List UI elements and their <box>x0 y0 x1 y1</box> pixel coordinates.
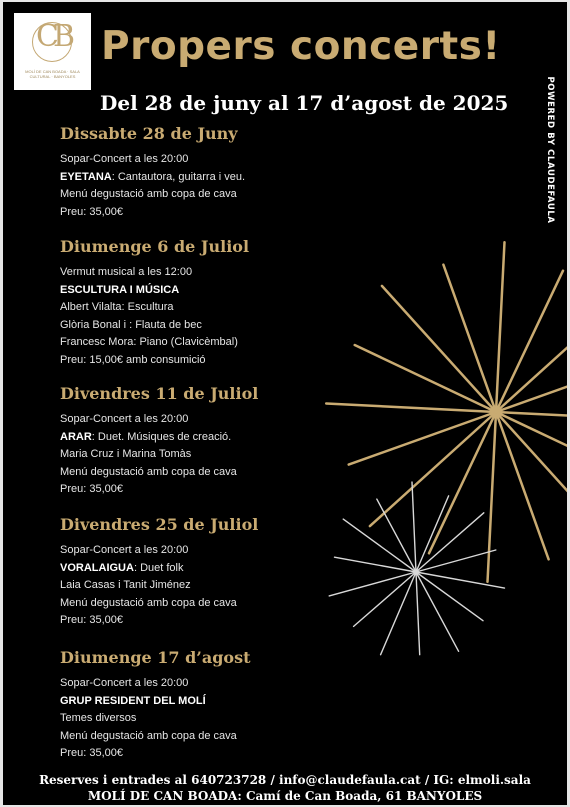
reservation-info: Reserves i entrades al 640723728 / info@claudefaula.cat / IG: elmoli.sala <box>39 773 531 787</box>
event-detail-text: : Duet folk <box>133 561 184 574</box>
event-performer: GRUP RESIDENT DEL MOLÍ <box>60 694 206 707</box>
event-detail-line <box>60 284 179 296</box>
event-heading: Diumenge 6 de Juliol <box>60 237 250 256</box>
event-performer: ARAR <box>60 430 92 443</box>
event-detail-line <box>60 336 238 348</box>
event-detail-text: Preu: 35,00€ <box>60 205 123 218</box>
event-detail-line <box>60 301 174 313</box>
event-detail-text: Francesc Mora: Piano (Clavicèmbal) <box>60 336 238 349</box>
firework-ray <box>416 572 420 655</box>
event-detail-line <box>60 730 237 742</box>
firework-ray <box>416 572 483 621</box>
event-detail-line <box>60 747 123 759</box>
event-detail-text: Preu: 35,00€ <box>60 483 123 496</box>
event-detail-text: Sopar-Concert a les 20:00 <box>60 677 189 689</box>
event-detail-text: Maria Cruz i Marina Tomàs <box>60 448 192 461</box>
event-detail-line <box>60 544 188 556</box>
event-detail-line <box>60 171 245 183</box>
event-detail-text: Sopar-Concert a les 20:00 <box>60 413 189 425</box>
firework-ray <box>416 572 505 588</box>
event-heading: Divendres 25 de Juliol <box>60 515 259 534</box>
firework-ray <box>496 359 567 412</box>
event-detail-line <box>60 153 188 165</box>
event-detail-line <box>60 466 237 478</box>
event-detail-text: Albert Vilalta: Escultura <box>60 301 174 314</box>
event-performer: ESCULTURA I MÚSICA <box>60 283 180 296</box>
event-detail-line <box>60 712 136 724</box>
event-detail-text: Preu: 35,00€ <box>60 747 123 760</box>
firework-ray <box>343 519 416 572</box>
firework-ray <box>496 298 567 412</box>
firework-ray <box>326 404 496 413</box>
event-detail-line <box>60 579 191 591</box>
venue-address: MOLÍ DE CAN BOADA: Camí de Can Boada, 61 BANYOLES <box>87 789 483 803</box>
event-detail-text: Menú degustació amb copa de cava <box>60 465 237 478</box>
firework-ray <box>370 412 496 526</box>
event-detail-text: Preu: 35,00€ <box>60 614 123 627</box>
event-detail-line <box>60 483 123 495</box>
event-detail-text: : Duet. Músiques de creació. <box>91 430 232 443</box>
event-detail-line <box>60 431 231 443</box>
event-detail-line <box>60 266 192 278</box>
event-detail-line <box>60 413 188 425</box>
event-detail-text: Sopar-Concert a les 20:00 <box>60 153 189 165</box>
event-detail-line <box>60 206 123 218</box>
firework-ray <box>381 572 416 655</box>
event-detail-line <box>60 597 237 609</box>
event-detail-line <box>60 188 237 200</box>
firework-ray <box>488 412 497 582</box>
event-detail-line <box>60 448 191 460</box>
event-detail-text: Menú degustació amb copa de cava <box>60 188 237 201</box>
firework-ray <box>335 557 417 572</box>
event-heading: Diumenge 17 d’agost <box>60 648 251 667</box>
event-detail-line <box>60 614 123 626</box>
event-detail-text: Sopar-Concert a les 20:00 <box>60 544 189 556</box>
firework-ray <box>412 482 416 572</box>
event-detail-line <box>60 354 206 366</box>
date-range: Del 28 de juny al 17 d’agost de 2025 <box>100 91 509 115</box>
event-heading: Divendres 11 de Juliol <box>60 384 259 403</box>
event-detail-line <box>60 562 183 574</box>
event-performer: VORALAIGUA <box>60 561 134 574</box>
event-detail-text: Laia Casas i Tanit Jiménez <box>60 579 191 592</box>
logo-monogram: CB <box>36 19 69 54</box>
event-detail-line <box>60 677 188 689</box>
event-detail-text: Menú degustació amb copa de cava <box>60 596 237 609</box>
firework-ray <box>377 499 416 572</box>
poster-title: Propers concerts! <box>101 24 501 69</box>
event-detail-line <box>60 319 202 331</box>
event-detail-text: Glòria Bonal i : Flauta de bec <box>60 318 202 331</box>
firework-ray <box>416 496 449 572</box>
event-detail-text: : Cantautora, guitarra i veu. <box>111 170 246 183</box>
firework-ray <box>382 286 496 412</box>
white-firework-icon <box>329 482 504 655</box>
gold-firework-icon <box>326 242 567 582</box>
firework-ray <box>496 242 505 412</box>
logo-text: MOLÍ DE CAN BOADA · SALA CULTURAL · BANYOLES <box>25 69 80 79</box>
event-performer: EYETANA <box>60 170 112 183</box>
concert-poster <box>3 2 567 805</box>
event-detail-text: Menú degustació amb copa de cava <box>60 729 237 742</box>
firework-ray <box>416 572 459 651</box>
firework-ray <box>496 412 567 538</box>
event-heading: Dissabte 28 de Juny <box>60 124 238 143</box>
event-detail-line <box>60 695 206 707</box>
event-detail-text: Temes diversos <box>60 712 137 725</box>
event-detail-text: Vermut musical a les 12:00 <box>60 266 193 278</box>
powered-by-label: POWERED BY CLAUDEFAULA <box>545 76 555 224</box>
event-detail-text: Preu: 15,00€ amb consumició <box>60 354 206 366</box>
